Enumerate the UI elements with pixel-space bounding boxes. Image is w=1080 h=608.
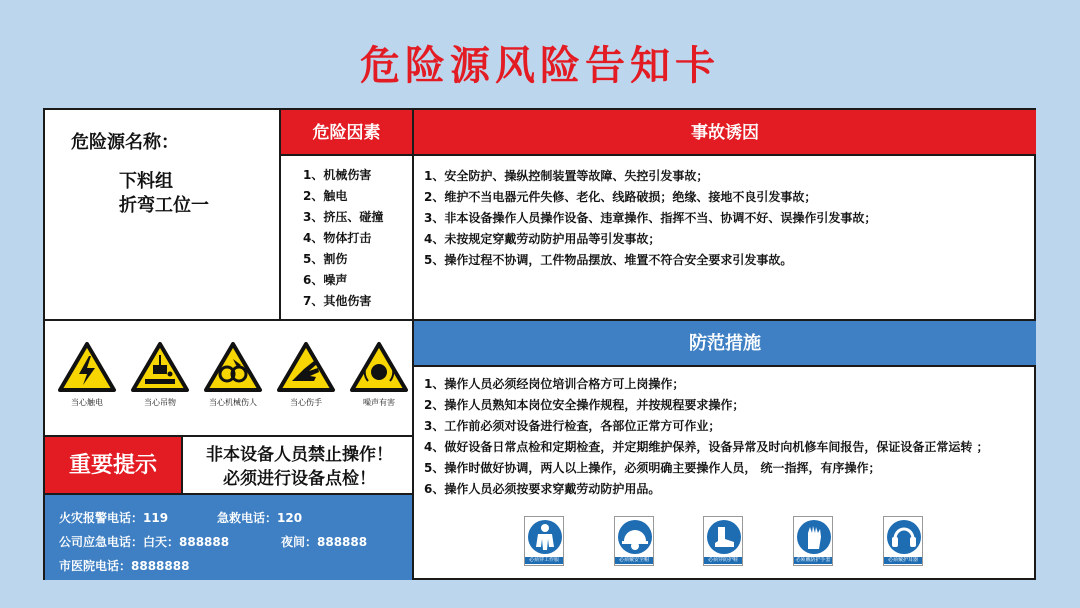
list-item: 1、安全防护、操纵控制装置等故障、失控引发事故； <box>424 169 709 183</box>
warning-sign <box>271 341 341 408</box>
risk-factors-cell <box>281 110 414 321</box>
page-title: 危险源风险告知卡 <box>360 43 720 89</box>
ppe-sign <box>881 516 925 566</box>
warning-sign-caption: 当心机械伤人 <box>209 398 257 407</box>
emergency-phone: 急救电话：120 <box>217 511 303 525</box>
warning-sign <box>198 341 268 408</box>
list-item: 7、其他伤害 <box>303 294 372 308</box>
hazard-name-label: 危险源名称： <box>71 132 179 153</box>
warning-signs-panel <box>45 321 414 435</box>
warning-sign <box>125 341 195 408</box>
hazard-name-line2: 折弯工位一 <box>119 195 209 216</box>
hazard-name-cell <box>45 110 281 321</box>
work-clothes-icon <box>527 519 563 555</box>
noise-hazard-icon <box>349 341 409 393</box>
warning-sign-caption: 当心触电 <box>71 398 103 407</box>
warning-sign-caption: 噪声有害 <box>363 398 395 407</box>
gloves-icon <box>796 519 832 555</box>
list-item: 4、做好设备日常点检和定期检查，并定期维护保养，设备异常及时向机修车间报告，保证设备正常运转 ； <box>424 440 989 454</box>
preventive-measures-header: 防范措施 <box>414 321 1036 367</box>
important-tip-panel <box>45 435 414 495</box>
ear-protection-icon <box>886 519 922 555</box>
safety-shoes-icon <box>706 519 742 555</box>
ppe-sign-caption: 必须戴安全帽 <box>615 557 653 564</box>
warning-sign-caption: 当心吊物 <box>144 398 176 407</box>
machinery-hazard-icon <box>203 341 263 393</box>
list-item: 1、操作人员必须经岗位培训合格方可上岗操作； <box>424 377 685 391</box>
hand-injury-icon <box>276 341 336 393</box>
hazard-name-line1: 下料组 <box>119 171 173 192</box>
ppe-sign-caption: 必须穿防护鞋 <box>704 557 742 564</box>
list-item: 4、未按规定穿戴劳动防护用品等引发事故； <box>424 232 661 246</box>
night-phone: 夜间：888888 <box>281 535 368 549</box>
list-item: 2、触电 <box>303 189 348 203</box>
hazard-card <box>43 108 1036 580</box>
preventive-measures-list <box>424 374 1030 500</box>
list-item: 3、挤压、碰撞 <box>303 210 384 224</box>
ppe-sign <box>612 516 656 566</box>
important-tip-tag: 重要提示 <box>45 437 183 495</box>
list-item: 2、维护不当电器元件失修、老化、线路破损；绝缘、接地不良引发事故； <box>424 190 817 204</box>
ppe-sign <box>701 516 745 566</box>
list-item: 6、噪声 <box>303 273 348 287</box>
emergency-phones-panel <box>45 495 414 580</box>
accident-causes-cell <box>414 110 1036 321</box>
list-item: 2、操作人员熟知本岗位安全操作规程，并按规程要求操作； <box>424 398 745 412</box>
electric-shock-icon <box>57 341 117 393</box>
list-item: 6、操作人员必须按要求穿戴劳动防护用品。 <box>424 482 661 496</box>
list-item: 3、工作前必须对设备进行检查，各部位正常方可作业； <box>424 419 721 433</box>
warning-sign <box>52 341 122 408</box>
hanging-load-icon <box>130 341 190 393</box>
ppe-sign <box>522 516 566 566</box>
safety-helmet-icon <box>617 519 653 555</box>
hospital-phone: 市医院电话：8888888 <box>59 559 190 573</box>
ppe-sign-caption: 必须穿工作服 <box>525 557 563 564</box>
list-item: 5、割伤 <box>303 252 348 266</box>
ppe-sign <box>791 516 835 566</box>
ppe-sign-caption: 必须戴防护手套 <box>795 557 831 563</box>
risk-factors-list <box>281 156 412 312</box>
accident-causes-list <box>414 156 1036 271</box>
ppe-sign-caption: 必须戴护耳器 <box>884 557 922 564</box>
list-item: 4、物体打击 <box>303 231 372 245</box>
risk-factors-header: 危险因素 <box>281 110 412 156</box>
warning-sign-caption: 当心伤手 <box>290 398 322 407</box>
fire-phone: 火灾报警电话：119 <box>59 511 169 525</box>
warning-sign <box>344 341 414 408</box>
list-item: 5、操作过程不协调，工件物品摆放、堆置不符合安全要求引发事故。 <box>424 253 793 267</box>
company-phone: 公司应急电话：白天：888888 <box>59 535 230 549</box>
list-item: 5、操作时做好协调，两人以上操作，必须明确主要操作人员， 统一指挥，有序操作； <box>424 461 881 475</box>
accident-causes-header: 事故诱因 <box>414 110 1036 156</box>
important-tip-line1: 非本设备人员禁止操作！ <box>206 445 393 465</box>
important-tip-line2: 必须进行设备点检！ <box>223 469 376 489</box>
list-item: 3、非本设备操作人员操作设备、违章操作、指挥不当、协调不好、误操作引发事故； <box>424 211 877 225</box>
hazard-name-value <box>119 170 209 218</box>
important-tip-message <box>185 443 414 491</box>
preventive-measures-cell <box>414 321 1036 580</box>
list-item: 1、机械伤害 <box>303 168 372 182</box>
